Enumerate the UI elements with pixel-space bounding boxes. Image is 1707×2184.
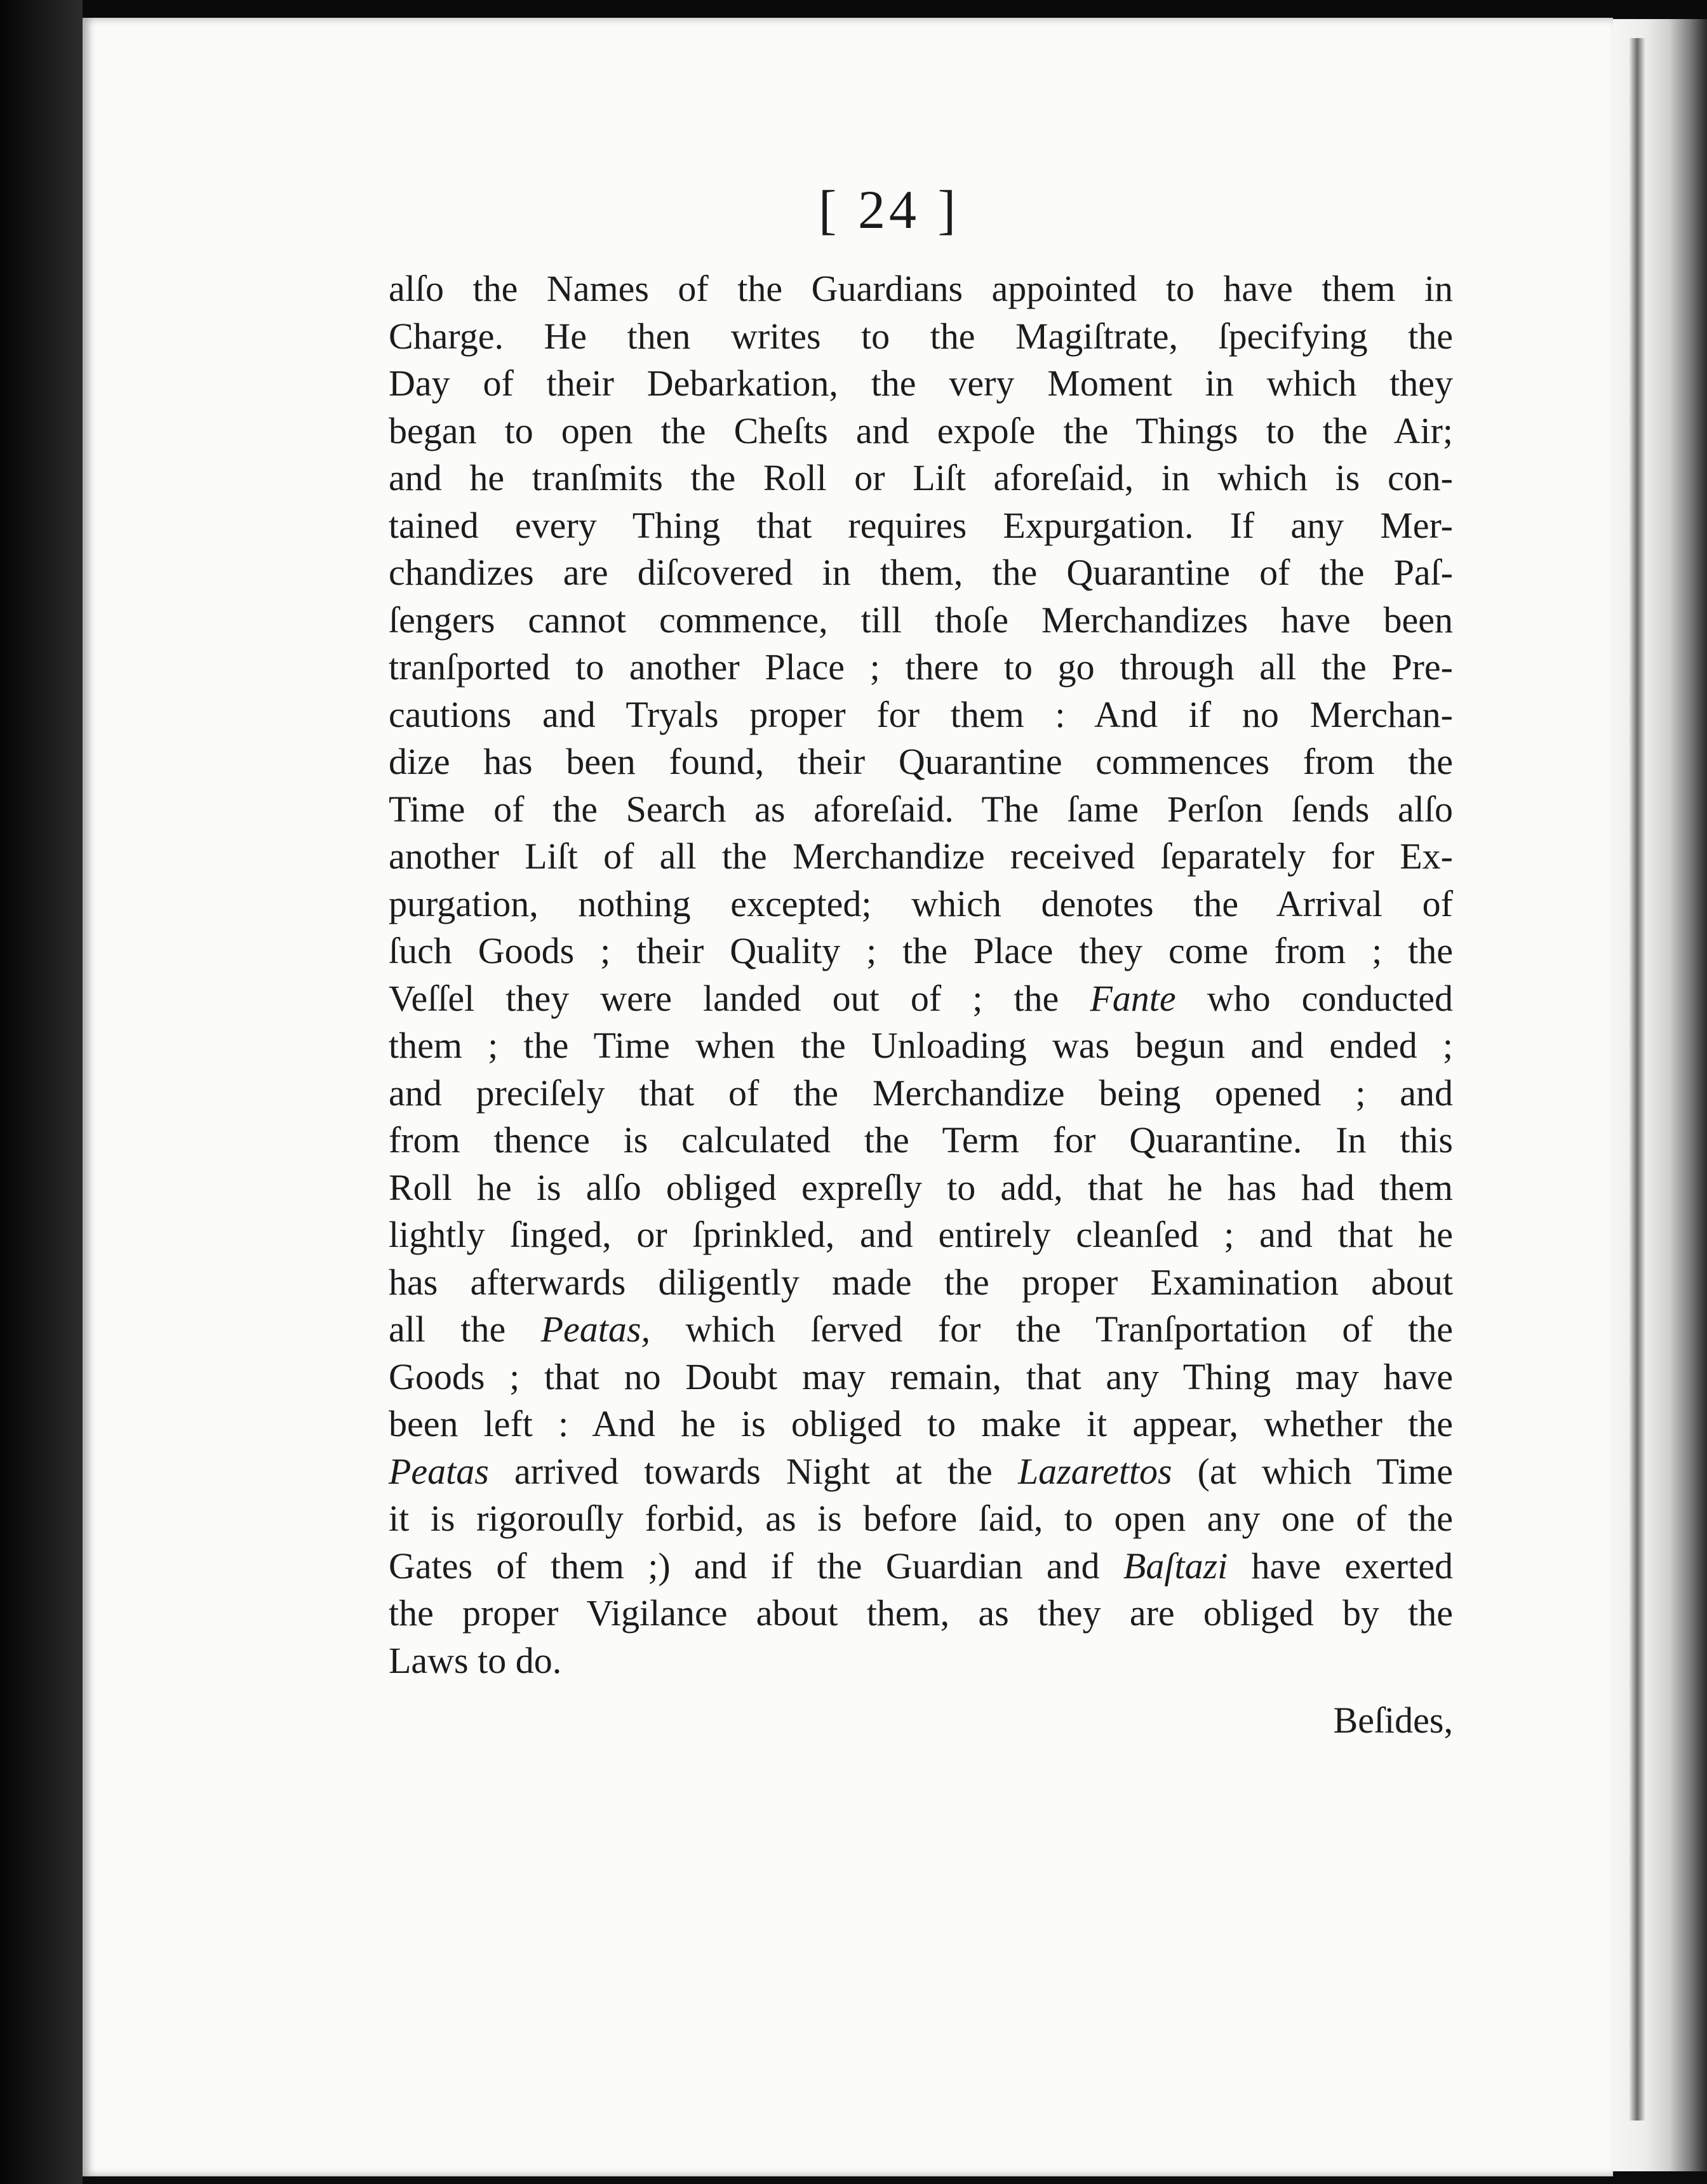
text-run: chandizes are diſcovered in them, the Quarantine of the Paſ- (389, 552, 1453, 593)
text-run: it is rigorouſly forbid, as is before ſaid, to open any one of the (389, 1498, 1453, 1539)
text-line (389, 1495, 1453, 1543)
text-run: began to open the Cheſts and expoſe the Things to the Air; (389, 410, 1453, 451)
text-run: which ſerved for the Tranſportation of the (650, 1308, 1453, 1350)
text-run: lightly ſinged, or ſprinkled, and entirely cleanſed ; and that he (389, 1214, 1453, 1255)
text-line (389, 928, 1453, 975)
text-run: have exerted (1228, 1545, 1453, 1587)
text-run: arrived towards Night at the (488, 1450, 1018, 1492)
text-line (389, 1401, 1453, 1448)
text-run: alſo the Names of the Guardians appointed to have them in (389, 268, 1453, 309)
italic-word: Peatas (389, 1450, 489, 1492)
scan-border-left (0, 0, 83, 2184)
text-run: ſengers cannot commence, till thoſe Merchandizes have been (389, 599, 1453, 641)
text-line (389, 644, 1453, 691)
text-run: (at which Time (1172, 1450, 1453, 1492)
text-line (389, 1022, 1453, 1070)
italic-word: Fante (1090, 977, 1176, 1019)
text-line (389, 455, 1453, 502)
text-run: the proper Vigilance about them, as they are obliged by the (389, 1592, 1453, 1634)
text-run: Time of the Search as aforeſaid. The ſame Perſon ſends alſo (389, 788, 1453, 830)
text-run: Gates of them ;) and if the Guardian and (389, 1545, 1123, 1587)
text-line (389, 1117, 1453, 1164)
text-run: Goods ; that no Doubt may remain, that any Thing may have (389, 1355, 1453, 1397)
page-number: [ 24 ] (818, 179, 960, 240)
text-line (389, 502, 1453, 550)
scan-border-right (1613, 19, 1707, 2171)
text-run: them ; the Time when the Unloading was begun and ended ; (389, 1025, 1453, 1066)
text-line (389, 1259, 1453, 1307)
italic-word: Peatas, (540, 1308, 650, 1350)
text-run: from thence is calculated the Term for Quarantine. In this (389, 1119, 1453, 1161)
text-run: tained every Thing that requires Expurgation. If any Mer- (389, 504, 1453, 546)
text-line (389, 265, 1453, 313)
text-line (389, 1637, 1453, 1685)
text-run: Roll he is alſo obliged expreſly to add, that he has had them (389, 1166, 1453, 1208)
text-line (389, 786, 1453, 834)
text-line (389, 738, 1453, 786)
text-line (389, 1211, 1453, 1259)
text-run: Day of their Debarkation, the very Moment in which they (389, 363, 1453, 404)
text-run: who conducted (1175, 977, 1453, 1019)
text-run: and preciſely that of the Merchandize being opened ; and (389, 1072, 1453, 1114)
text-run: all the (389, 1308, 541, 1350)
text-line (389, 1448, 1453, 1496)
text-run: dize has been found, their Quarantine commences from the (389, 741, 1453, 782)
text-run: Charge. He then writes to the Magiſtrate, ſpecifying the (389, 315, 1453, 357)
text-line (389, 1164, 1453, 1212)
text-line (389, 1070, 1453, 1117)
text-line (389, 313, 1453, 361)
text-run: been left : And he is obliged to make it appear, whether the (389, 1403, 1453, 1444)
text-run: tranſported to another Place ; there to go through all the Pre- (389, 646, 1453, 688)
text-line (389, 691, 1453, 739)
text-line (389, 881, 1453, 928)
text-run: Veſſel they were landed out of ; the (389, 977, 1090, 1019)
text-line (389, 1590, 1453, 1637)
text-line (389, 1306, 1453, 1354)
text-run: cautions and Tryals proper for them : And if no Merchan- (389, 693, 1453, 735)
text-run: Laws to do. (389, 1639, 562, 1681)
page-fold-shadow (1629, 38, 1645, 2121)
text-line (389, 975, 1453, 1023)
text-run: ſuch Goods ; their Quality ; the Place they come from ; the (389, 930, 1453, 971)
text-line (389, 1543, 1453, 1590)
scan-border-top (0, 0, 1707, 19)
italic-word: Baſtazi (1123, 1545, 1228, 1587)
text-run: and he tranſmits the Roll or Liſt aforeſaid, in which is con- (389, 457, 1453, 498)
text-line (389, 408, 1453, 455)
body-text (389, 265, 1453, 1684)
text-run: purgation, nothing excepted; which denotes the Arrival of (389, 882, 1453, 924)
text-line (389, 597, 1453, 644)
text-line (389, 1354, 1453, 1401)
text-run: another Liſt of all the Merchandize received ſeparately for Ex- (389, 836, 1453, 877)
text-line (389, 549, 1453, 597)
text-line (389, 833, 1453, 881)
text-run: has afterwards diligently made the proper Examination about (389, 1261, 1453, 1303)
text-line (389, 360, 1453, 408)
catchword: Beſides, (1333, 1700, 1453, 1741)
italic-word: Lazarettos (1017, 1450, 1172, 1492)
